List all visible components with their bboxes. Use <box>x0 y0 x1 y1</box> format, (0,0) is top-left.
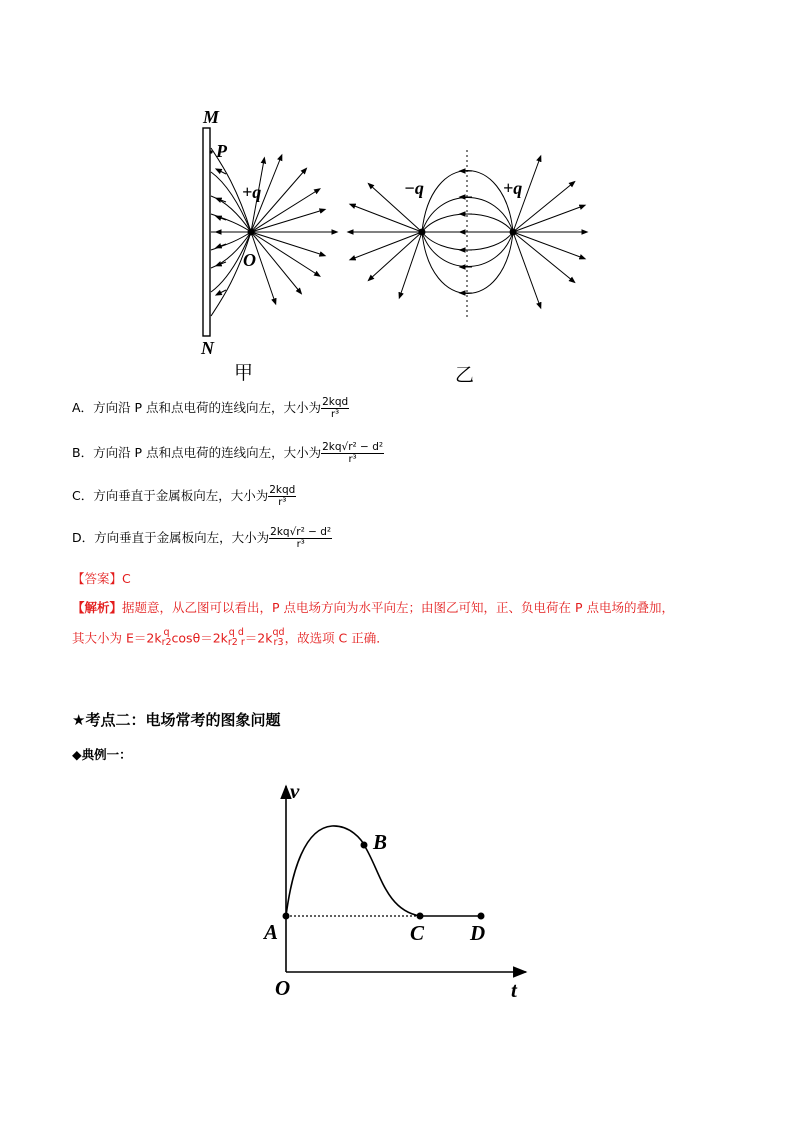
option-b: B．方向沿 P 点和点电荷的连线向左，大小为 $\frac{\text{2kq√r² − d²}}{\text{r³}}$ <box>72 441 384 466</box>
answer-line: 【答案】C <box>72 571 131 586</box>
analysis-line-1: 【解析】据题意，从乙图可以看出，P 点电场方向为水平向左；由图乙可知，正、负电荷在 P 点电场的叠加， <box>72 600 675 615</box>
label-t: t <box>511 978 517 1002</box>
label-c: C <box>410 921 425 945</box>
caption-yi: 乙 <box>455 364 475 386</box>
point-c <box>417 913 424 920</box>
option-c: C．方向垂直于金属板向左，大小为 $\frac{\text{2kqd}}{\text{r³}}$ <box>72 484 296 509</box>
caption-jia: 甲 <box>234 362 254 384</box>
label-o-origin: O <box>275 976 291 1000</box>
label-minus-q: −q <box>404 178 424 198</box>
label-b: B <box>373 830 388 854</box>
label-a: A <box>264 920 279 944</box>
option-c-fraction: $\frac{\text{2kqd}}{\text{r³}}$ <box>269 484 296 509</box>
label-plus-q-right: +q <box>503 178 523 198</box>
option-d: D．方向垂直于金属板向左，大小为 $\frac{\text{2kq√r² − d²}}{\text{r³}}$ <box>72 526 332 551</box>
label-o: O <box>243 250 256 270</box>
option-b-fraction: $\frac{\text{2kq√r² − d²}}{\text{r³}}$ <box>322 441 384 466</box>
point-p <box>209 150 212 153</box>
option-a: A．方向沿 P 点和点电荷的连线向左，大小为 $\frac{\text{2kqd}}{\text{r³}}$ <box>72 396 349 421</box>
section-title: ★考点二：电场常考的图象问题 <box>72 711 281 729</box>
label-m: M <box>203 107 220 127</box>
label-plus-q: +q <box>242 182 262 202</box>
metal-plate <box>203 128 210 336</box>
label-v: v <box>290 779 300 803</box>
option-a-fraction: $\frac{\text{2kqd}}{\text{r³}}$ <box>322 396 349 421</box>
point-d <box>478 913 485 920</box>
label-d: D <box>470 921 486 945</box>
option-d-fraction: $\frac{\text{2kq√r² − d²}}{\text{r³}}$ <box>270 526 332 551</box>
point-a <box>283 913 290 920</box>
example-label: ◆典例一： <box>72 747 132 762</box>
label-p: P <box>216 141 227 161</box>
field-lines-figure <box>0 0 794 400</box>
analysis-line-2: 其大小为 E＝2k q r2 cosθ＝2k q d r2 r ＝2k qd r3 ，故选项 C 正确． <box>72 627 389 648</box>
point-b <box>361 842 368 849</box>
label-n: N <box>201 338 214 358</box>
left-field-lines <box>211 148 335 316</box>
velocity-curve <box>286 826 420 916</box>
